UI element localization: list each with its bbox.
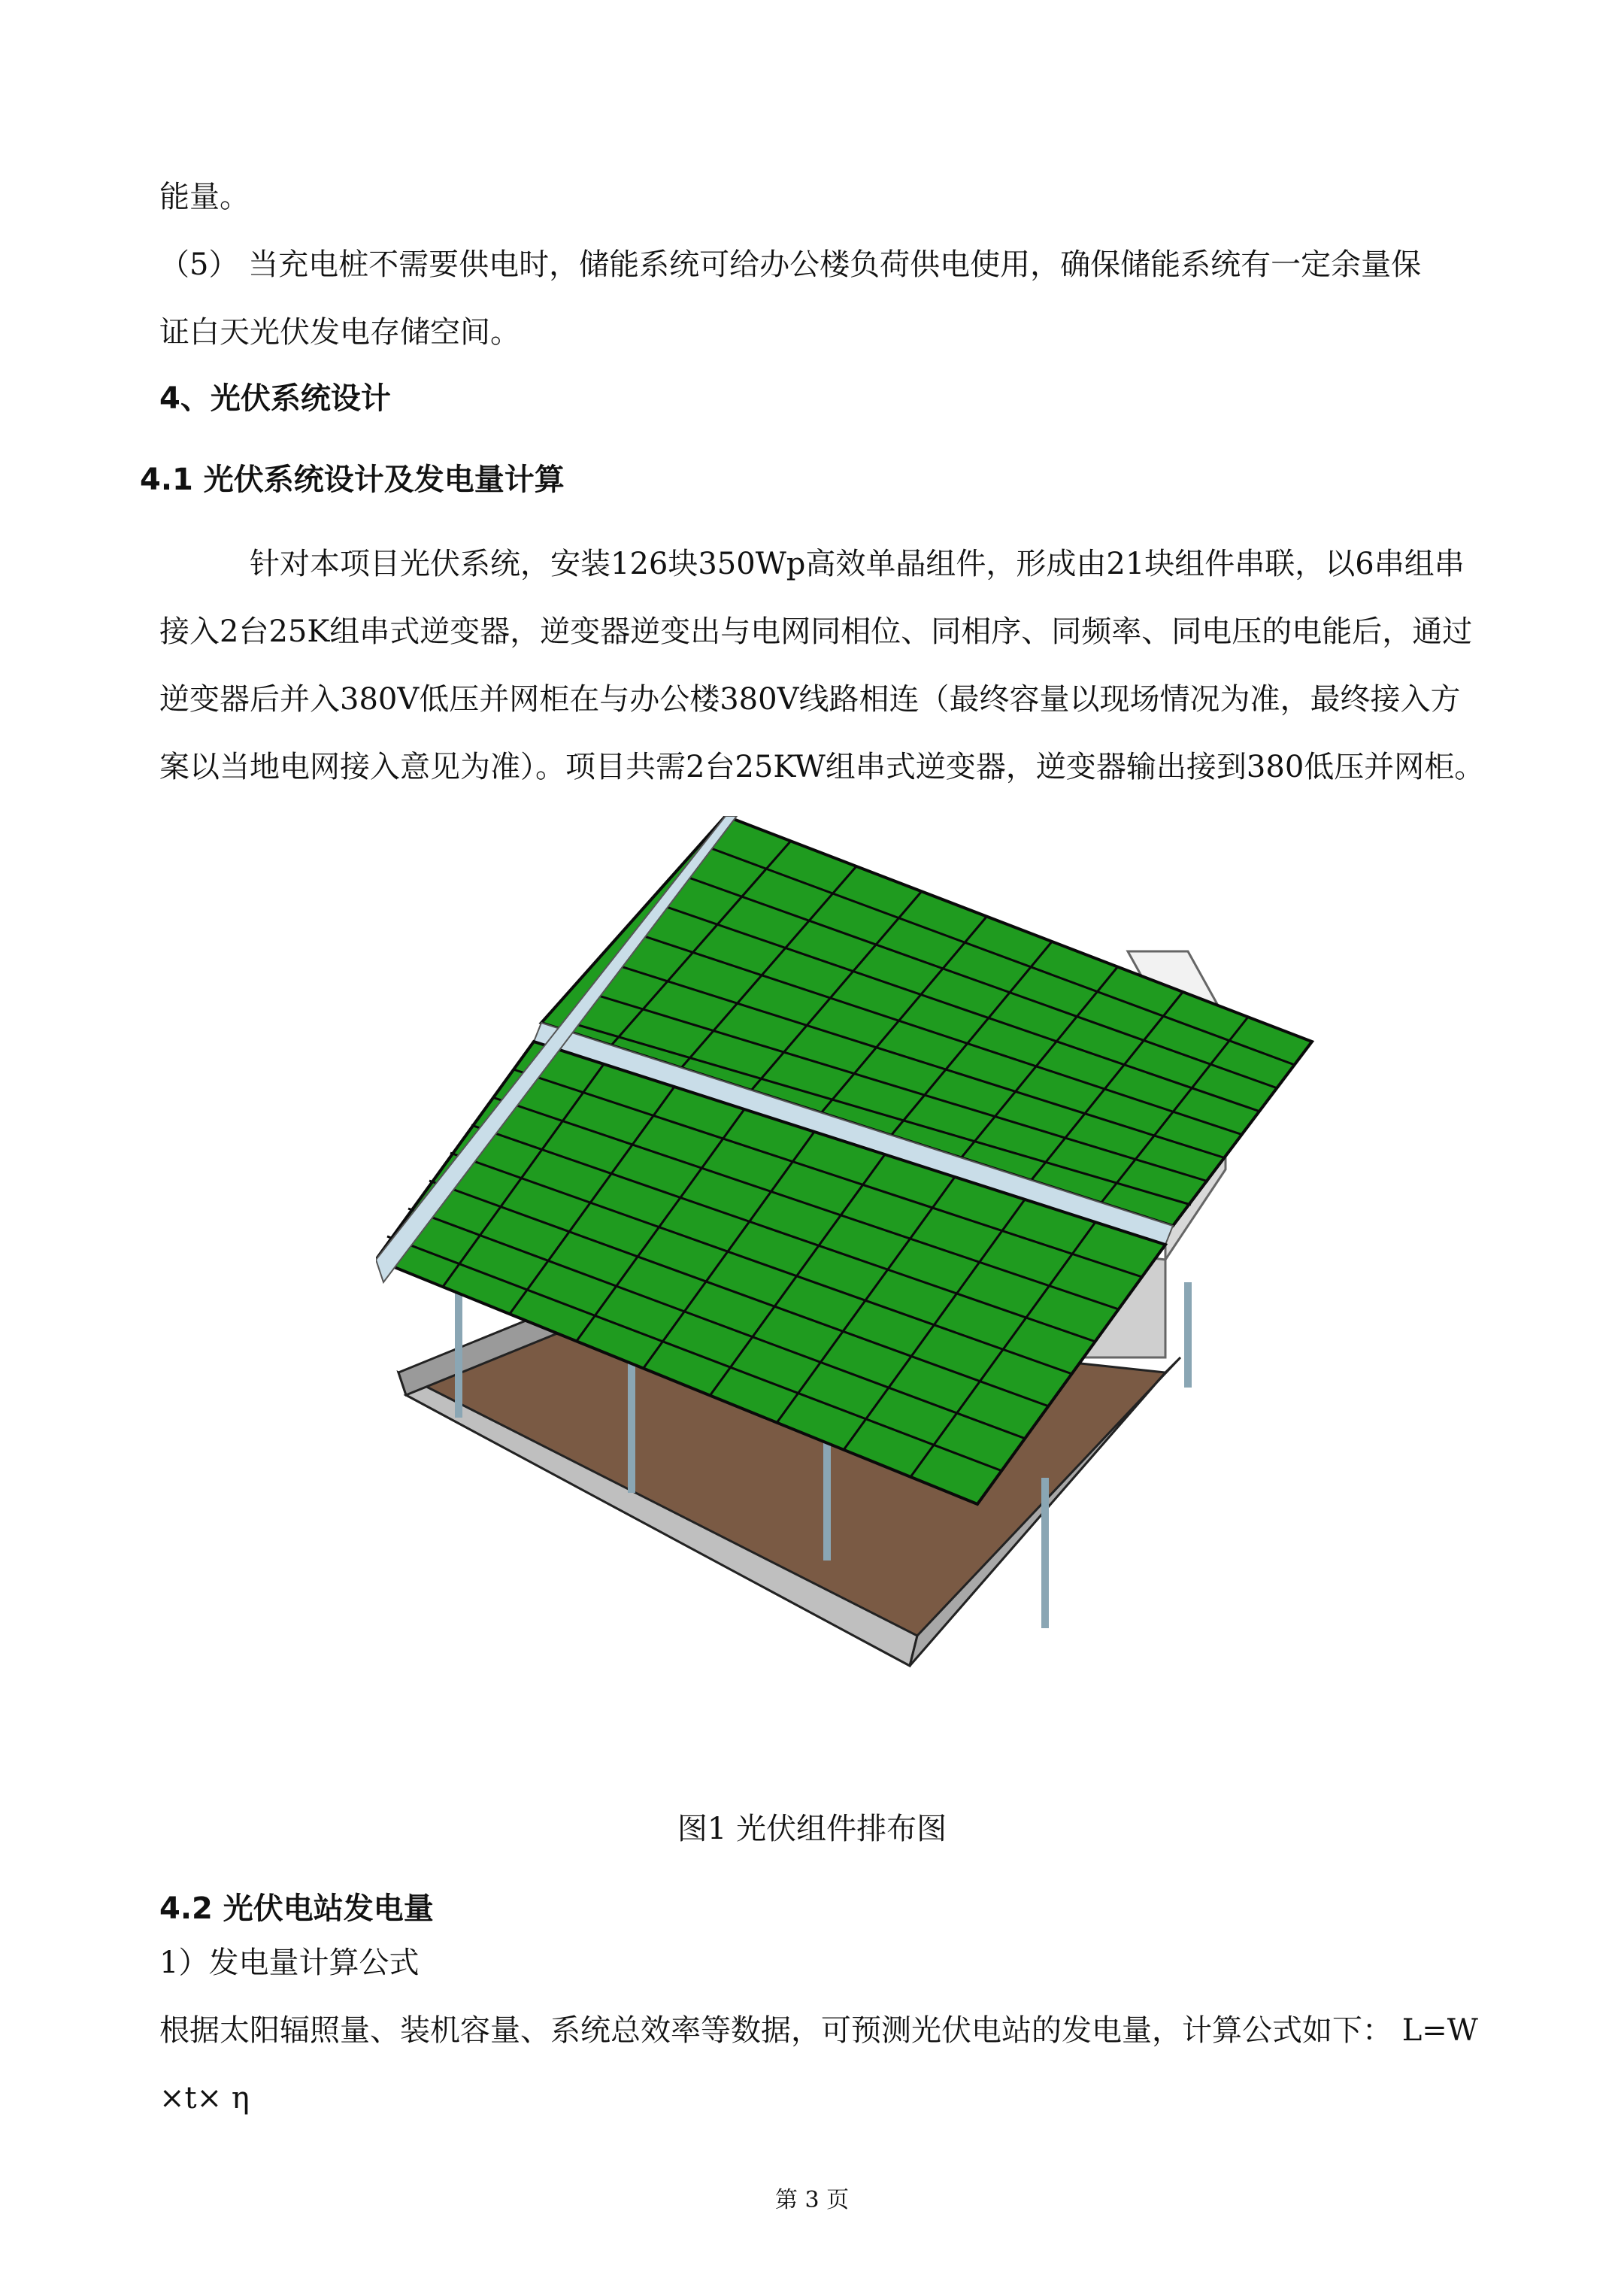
paragraph-line: ×t× η (159, 2081, 250, 2116)
figure-caption: 图1 光伏组件排布图 (677, 1812, 947, 1846)
section-heading: 4.2 光伏电站发电量 (159, 1891, 434, 1926)
paragraph-line: 能量。 (159, 180, 250, 214)
pv-layout-figure (376, 816, 1368, 1688)
page-number: 第 3 页 (774, 2187, 850, 2213)
paragraph-line: 证白天光伏发电存储空间。 (159, 315, 520, 350)
paragraph-line: 案以当地电网接入意见为准）。项目共需2台25KW组串式逆变器，逆变器输出接到380低压并网柜。 (159, 750, 1485, 784)
paragraph-line: 逆变器后并入380V低压并网柜在与办公楼380V线路相连（最终容量以现场情况为准，最终接入方 (159, 682, 1461, 717)
paragraph-line: （5） 当充电桩不需要供电时，储能系统可给办公楼负荷供电使用，确保储能系统有一定余量保 (159, 247, 1422, 282)
section-heading: 4、光伏系统设计 (159, 381, 391, 416)
subheading: 1）发电量计算公式 (159, 1946, 420, 1980)
paragraph-line: 根据太阳辐照量、装机容量、系统总效率等数据，可预测光伏电站的发电量，计算公式如下： L=W (159, 2013, 1478, 2048)
paragraph-line: 针对本项目光伏系统，安装126块350Wp高效单晶组件，形成由21块组件串联，以6串组串 (250, 547, 1465, 581)
section-heading: 4.1 光伏系统设计及发电量计算 (140, 463, 565, 497)
paragraph-line: 接入2台25K组串式逆变器，逆变器逆变出与电网同相位、同相序、同频率、同电压的电能后，通过 (159, 614, 1473, 649)
